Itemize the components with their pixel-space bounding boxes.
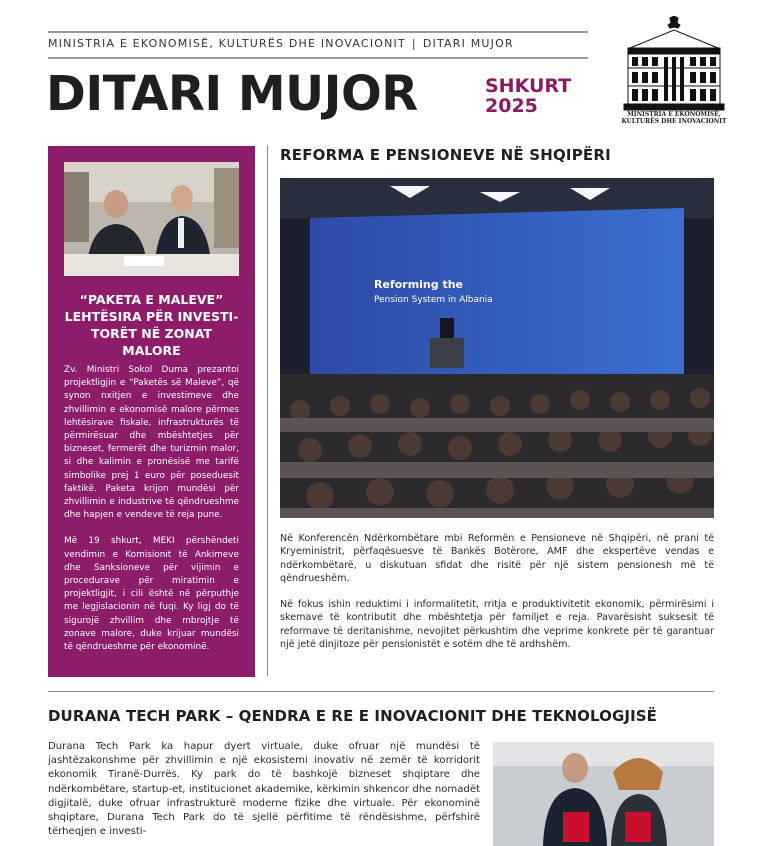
masthead-bottom-rule [48,57,588,59]
logo-line2: MINISTRIA E EKONOMISË, [627,111,721,118]
pension-paragraph-2: Në fokus ishin reduktimi i informalitetit, rritja e produktivitetit ekonomik, përmirësimi i skemave të kontributit dhe mbështetja për familjet e reja. Pavarësisht suksesit të reformave të deritanishme, nevojitet përkushtim dhe veprime konkrete për të garantuar një jetë dinjitoze për pensionistët e sotëm dhe të ardhshëm. [280,599,714,651]
logo-republic: REPUBLIKA E SHQIPËRISË [641,105,707,110]
sidebar-paragraph-1: Zv. Ministri Sokol Duma prezantoi projektligjin e “Paketës së Maleve”, që synon nxitjen e investimeve dhe zhvillimin e ekonomisë malore përmes lehtësirave fiskale, infrastrukturës të përmirësuar dhe mbështetjes për bizneset, fermerët dhe turizmin malor, si dhe kalimin e pronësisë me tarifë simbolike prej 1 euro për poseduesit faktikë. Paketa krijon mundësi për zhvillimin e industrive të qëndrueshme dhe hapjen e vendeve të reja pune. [64,365,239,521]
conference-photo [280,178,714,518]
pension-article-body [280,532,714,664]
masthead-line [48,37,588,53]
meeting-photo [64,162,239,276]
masthead-separator: | [411,37,417,50]
pension-paragraph-1: Në Konferencën Ndërkombëtare mbi Reformën e Pensioneve në Shqipëri, në prani të Kryeministrit, përfaqësuesve të Bankës Botërore, AMF dhe ekspertëve vendas e ndërkombëtarë, u diskutuan sfidat dhe risitë për një sistem pensionesh më të qëndrueshëm. [280,533,714,584]
issue-date [485,76,571,116]
tech-park-body: Durana Tech Park ka hapur dyert virtuale, duke ofruar një mundësi të jashtëzakonshme për zhvillimin e një ekosistemi inovativ në zemër të korridorit ekonomik Tiranë-Durrës. Ky park do të bashkojë bizneset shqiptare dhe ndërkombëtare, startup-et, institucionet akademike, kërkimin shkencor dhe nomadët digjitalë, duke ofruar infrastrukturë moderne fizike dhe virtuale. Për ekonominë shqiptare, Durana Tech Park do të sjellë përfitime të rëndësishme, përfshirë tërheqjen e investi- [48,741,480,838]
screen-text-line1: Reforming the [374,278,464,291]
ministry-name: MINISTRIA E EKONOMISË, KULTURËS DHE INOVACIONIT [48,37,406,50]
issue-year: 2025 [485,95,538,117]
signing-photo [493,742,714,846]
pension-article-title: REFORMA E PENSIONEVE NË SHQIPËRI [280,146,611,164]
sidebar-paragraph-2: Më 19 shkurt, MEKI përshëndeti vendimin e Komisionit të Ankimeve dhe Sanksioneve për vijimin e procedurave për miratimin e projektligjit, i cili është në përputhje me legjislacionin në fuqi. Ky ligj do të sigurojë zhvillim dhe mbrojtje të zonave malore, duke krijuar mundësi të qëndrueshme për ekonominë. [64,536,239,653]
section-name: DITARI MUJOR [422,37,514,50]
ministry-logo-caption [612,104,736,125]
section-divider [48,691,714,692]
screen-text-line2: Pension System in Albania [374,295,493,305]
sidebar-body [64,364,239,667]
column-divider [267,146,268,676]
masthead-top-rule [48,31,588,33]
logo-line3: KULTURËS DHE INOVACIONIT [621,118,727,125]
issue-month: SHKURT [485,75,572,97]
newsletter-title: DITARI MUJOR [46,66,418,122]
sidebar-mountain-package [48,146,255,677]
sidebar-headline: “PAKETA E MALEVE” LEHTËSIRA PËR INVESTI-TORËT NË ZONAT MALORE [64,292,239,358]
tech-park-title: DURANA TECH PARK – QENDRA E RE E INOVACIONIT DHE TEKNOLOGJISË [48,707,658,725]
